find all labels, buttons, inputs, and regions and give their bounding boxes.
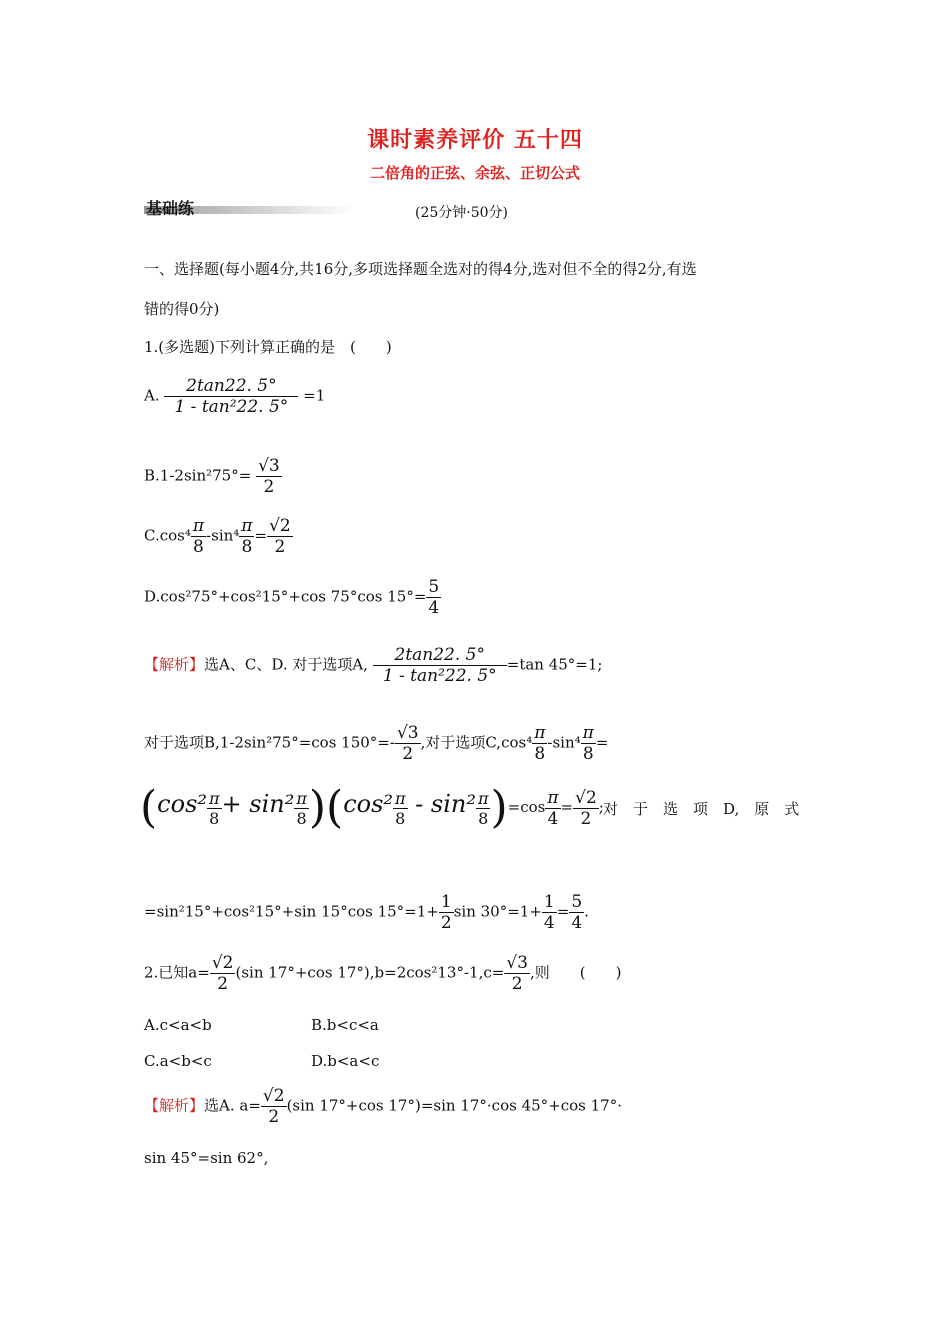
intro-line-1: 一、选择题(每小题4分,共16分,多项选择题全选对的得4分,选对但不全的得2分,有选 bbox=[144, 260, 697, 278]
denominator-2: 2 bbox=[402, 744, 414, 764]
option-b-fraction bbox=[256, 456, 282, 497]
q2-option-d: D.b<a<c bbox=[311, 1052, 380, 1070]
option-a-equals: =1 bbox=[303, 386, 326, 405]
denominator-4: 4 bbox=[571, 913, 583, 933]
denominator-4: 4 bbox=[547, 808, 559, 829]
sqrt2: √2 bbox=[262, 1086, 285, 1106]
a1-sin4: -sin⁴ bbox=[547, 733, 581, 752]
a1-fraction-a bbox=[373, 645, 507, 686]
expr-cos2: cos² bbox=[157, 790, 207, 818]
analysis-tag: 【解析】 bbox=[144, 655, 205, 674]
pi-symbol: π bbox=[192, 516, 205, 536]
numerator-1: 1 bbox=[543, 892, 555, 912]
denominator-8: 8 bbox=[241, 537, 253, 557]
a1-line-2 bbox=[144, 723, 608, 764]
denominator-8: 8 bbox=[296, 808, 307, 828]
pi-over-8 bbox=[581, 723, 596, 764]
right-paren: ) bbox=[490, 782, 508, 833]
q2-option-c: C.a<b<c bbox=[144, 1052, 212, 1070]
section-label: 基础练 bbox=[146, 199, 195, 218]
pi-symbol: π bbox=[534, 723, 546, 743]
option-a-fraction bbox=[164, 376, 298, 417]
a2-line-1 bbox=[144, 1086, 622, 1127]
denominator-8: 8 bbox=[478, 808, 489, 828]
pi-over-8 bbox=[476, 789, 491, 828]
equals: = bbox=[595, 733, 609, 752]
denominator-2: 2 bbox=[274, 537, 286, 557]
a1-denominator: 1 - tan²22. 5° bbox=[382, 666, 497, 686]
intro-line-2: 错的得0分) bbox=[144, 300, 220, 318]
pi-over-8 bbox=[294, 789, 309, 828]
q2-text-1: 2.已知a= bbox=[144, 963, 210, 982]
option-a-numerator: 2tan22. 5° bbox=[186, 376, 277, 396]
period: . bbox=[584, 902, 589, 921]
pi-over-8 bbox=[393, 789, 408, 828]
left-paren: ( bbox=[140, 782, 158, 833]
denominator-8: 8 bbox=[395, 808, 406, 828]
q1-option-d bbox=[144, 577, 441, 618]
option-c-pi-over-8-b bbox=[239, 516, 254, 557]
a1-text-2: =tan 45°=1; bbox=[506, 655, 603, 674]
q1-stem: 1.(多选题)下列计算正确的是 ( ) bbox=[144, 338, 392, 356]
semicolon: ; bbox=[598, 798, 604, 816]
pi-symbol: π bbox=[582, 723, 594, 743]
pi-over-8 bbox=[532, 723, 547, 764]
eq-cos: =cos bbox=[507, 798, 546, 816]
time-score: (25分钟·50分) bbox=[415, 205, 509, 221]
sqrt3: √3 bbox=[396, 723, 419, 743]
option-b-text: B.1-2sin²75°= bbox=[144, 466, 252, 485]
denominator-4: 4 bbox=[428, 598, 440, 618]
option-c-sin: -sin⁴ bbox=[206, 526, 240, 545]
pi-over-8 bbox=[207, 789, 222, 828]
one-quarter bbox=[542, 892, 557, 933]
pi-symbol: π bbox=[395, 788, 406, 808]
pi-symbol: π bbox=[241, 516, 253, 536]
q1-option-b bbox=[144, 456, 282, 497]
pi-symbol: π bbox=[296, 788, 307, 808]
a2-text-1: 选A. a= bbox=[204, 1096, 261, 1115]
left-paren: ( bbox=[326, 782, 344, 833]
a1-option-b-text: 对于选项B,1-2sin²75°=cos 150°=- bbox=[144, 733, 395, 752]
denominator-8: 8 bbox=[582, 744, 594, 764]
option-c-pi-over-8-a bbox=[191, 516, 206, 557]
option-c-cos: C.cos⁴ bbox=[144, 526, 191, 545]
denominator-4: 4 bbox=[543, 913, 555, 933]
a1-line4-text-1: =sin²15°+cos²15°+sin 15°cos 15°=1+ bbox=[144, 902, 439, 921]
q2-stem bbox=[144, 953, 621, 994]
option-d-text: D.cos²75°+cos²15°+cos 75°cos 15°= bbox=[144, 587, 427, 606]
numerator-1: 1 bbox=[440, 892, 452, 912]
denominator-8: 8 bbox=[209, 808, 220, 828]
equals: = bbox=[560, 798, 574, 816]
pi-symbol: π bbox=[477, 788, 489, 808]
option-c-result bbox=[267, 516, 293, 557]
denominator-2: 2 bbox=[511, 974, 523, 994]
numerator-5: 5 bbox=[428, 577, 440, 597]
sqrt2: √2 bbox=[575, 787, 597, 808]
expr-minus-sin2: - sin² bbox=[407, 790, 476, 818]
sqrt2-over-2 bbox=[573, 788, 599, 829]
a1-line4-text-2: sin 30°=1+ bbox=[453, 902, 542, 921]
denominator-2: 2 bbox=[217, 974, 229, 994]
expr-plus-sin2: + sin² bbox=[221, 790, 295, 818]
a1-line-4 bbox=[144, 892, 589, 933]
sqrt2: √2 bbox=[211, 953, 234, 973]
equals: = bbox=[254, 526, 268, 545]
pi-over-4 bbox=[545, 788, 560, 829]
a1-option-d-intro: 对 于 选 项 D, 原 式 bbox=[603, 800, 800, 818]
option-a-label: A. bbox=[144, 386, 160, 405]
equals: = bbox=[556, 902, 570, 921]
option-b-numerator: √3 bbox=[258, 456, 280, 476]
analysis-tag: 【解析】 bbox=[144, 1096, 205, 1115]
page-title: 课时素养评价 五十四 bbox=[367, 128, 583, 153]
denominator-2: 2 bbox=[268, 1107, 280, 1127]
q2-text-2: (sin 17°+cos 17°),b=2cos²13°-1,c= bbox=[235, 963, 505, 982]
sqrt3: √3 bbox=[506, 953, 528, 973]
sqrt2: √2 bbox=[269, 516, 291, 536]
a1-numerator: 2tan22. 5° bbox=[394, 645, 485, 665]
denominator-8: 8 bbox=[534, 744, 546, 764]
a2-text-2: (sin 17°+cos 17°)=sin 17°·cos 45°+cos 17°· bbox=[286, 1096, 622, 1115]
q1-option-a bbox=[144, 376, 325, 417]
page-subtitle: 二倍角的正弦、余弦、正切公式 bbox=[369, 164, 580, 182]
option-a-denominator: 1 - tan²22. 5° bbox=[174, 397, 289, 417]
denominator-8: 8 bbox=[193, 537, 204, 557]
a2-line-2: sin 45°=sin 62°, bbox=[144, 1149, 269, 1167]
a1-line-3 bbox=[140, 782, 604, 833]
right-paren: ) bbox=[308, 782, 327, 833]
a1-text-1: 选A、C、D. 对于选项A, bbox=[204, 655, 368, 674]
numerator-5: 5 bbox=[571, 892, 583, 912]
a1-sqrt3-over-2 bbox=[395, 723, 421, 764]
sqrt3-over-2 bbox=[504, 953, 530, 994]
a1-line-1 bbox=[144, 645, 602, 686]
five-quarters bbox=[569, 892, 584, 933]
one-half bbox=[439, 892, 454, 933]
q2-text-3: ,则 ( ) bbox=[529, 963, 622, 982]
expr-cos2: cos² bbox=[343, 790, 394, 818]
sqrt2-over-2 bbox=[210, 953, 236, 994]
option-b-denominator: 2 bbox=[263, 477, 275, 497]
q2-option-b: B.b<c<a bbox=[311, 1016, 379, 1034]
denominator-2: 2 bbox=[580, 808, 592, 829]
sqrt2-over-2 bbox=[261, 1086, 287, 1127]
option-d-fraction bbox=[426, 577, 441, 618]
section-header bbox=[144, 196, 354, 216]
pi-symbol: π bbox=[547, 787, 559, 808]
a1-option-c-text: ,对于选项C,cos⁴ bbox=[420, 733, 533, 752]
q2-option-a: A.c<a<b bbox=[144, 1016, 212, 1034]
denominator-2: 2 bbox=[440, 913, 452, 933]
q1-option-c bbox=[144, 516, 293, 557]
pi-symbol: π bbox=[209, 788, 220, 808]
